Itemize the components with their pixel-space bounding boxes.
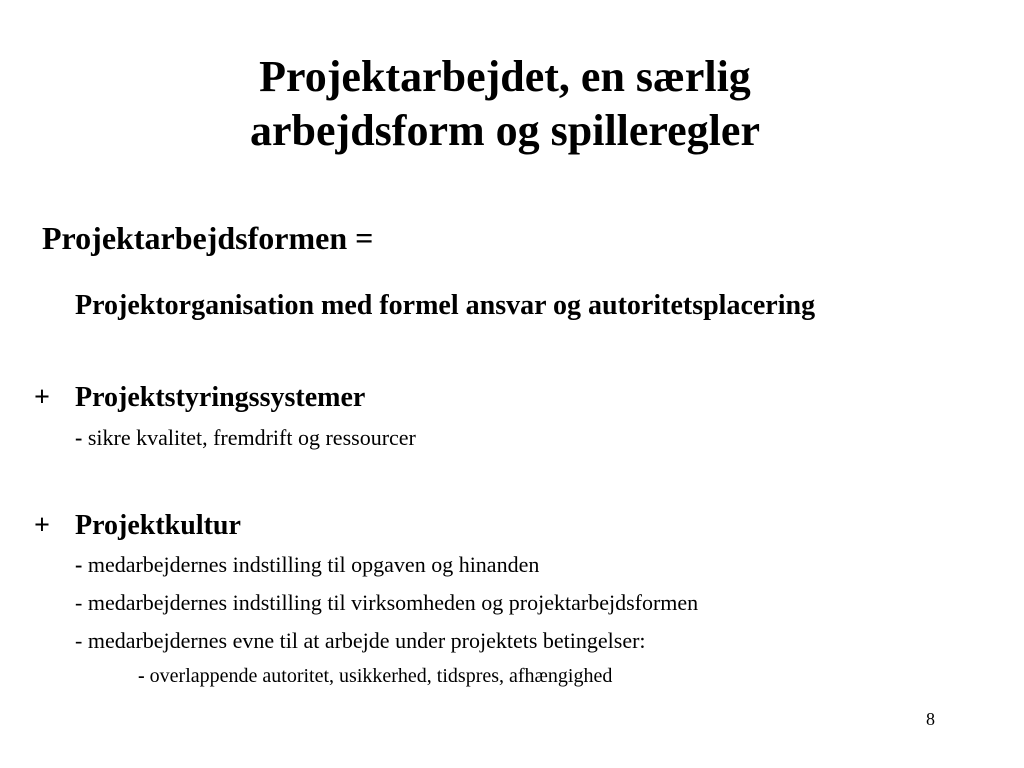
slide-title bbox=[0, 50, 1010, 158]
plus-bullet: + bbox=[34, 382, 50, 413]
sub-item: - medarbejdernes evne til at arbejde under projektets betingelser: bbox=[75, 628, 646, 653]
section-heading: Projektarbejdsformen = bbox=[42, 220, 374, 256]
dash-bullet: - bbox=[75, 425, 83, 450]
nested-sub-item bbox=[138, 663, 612, 689]
item-title-projektkultur: Projektkultur bbox=[75, 510, 241, 541]
plus-bullet: + bbox=[34, 510, 50, 541]
sub-item bbox=[75, 551, 539, 579]
page-number: 8 bbox=[926, 709, 935, 729]
title-line-2: arbejdsform og spilleregler bbox=[250, 106, 760, 155]
organisation-line: Projektorganisation med formel ansvar og autoritetsplacering bbox=[75, 290, 816, 321]
item-title-projektstyring: Projektstyringssystemer bbox=[75, 382, 366, 413]
dash-bullet: - bbox=[75, 552, 83, 577]
sub-item-text: medarbejdernes indstilling til opgaven og hinanden bbox=[82, 552, 540, 577]
sub-item-text: sikre kvalitet, fremdrift og ressourcer bbox=[82, 425, 416, 450]
sub-item bbox=[75, 424, 416, 452]
sub-item: - medarbejdernes indstilling til virksomheden og projektarbejdsformen bbox=[75, 590, 699, 615]
nested-sub-item-text: overlappende autoritet, usikkerhed, tidspres, afhængighed bbox=[144, 665, 613, 687]
dash-bullet: - bbox=[138, 665, 145, 687]
title-line-1: Projektarbejdet, en særlig bbox=[259, 52, 751, 101]
